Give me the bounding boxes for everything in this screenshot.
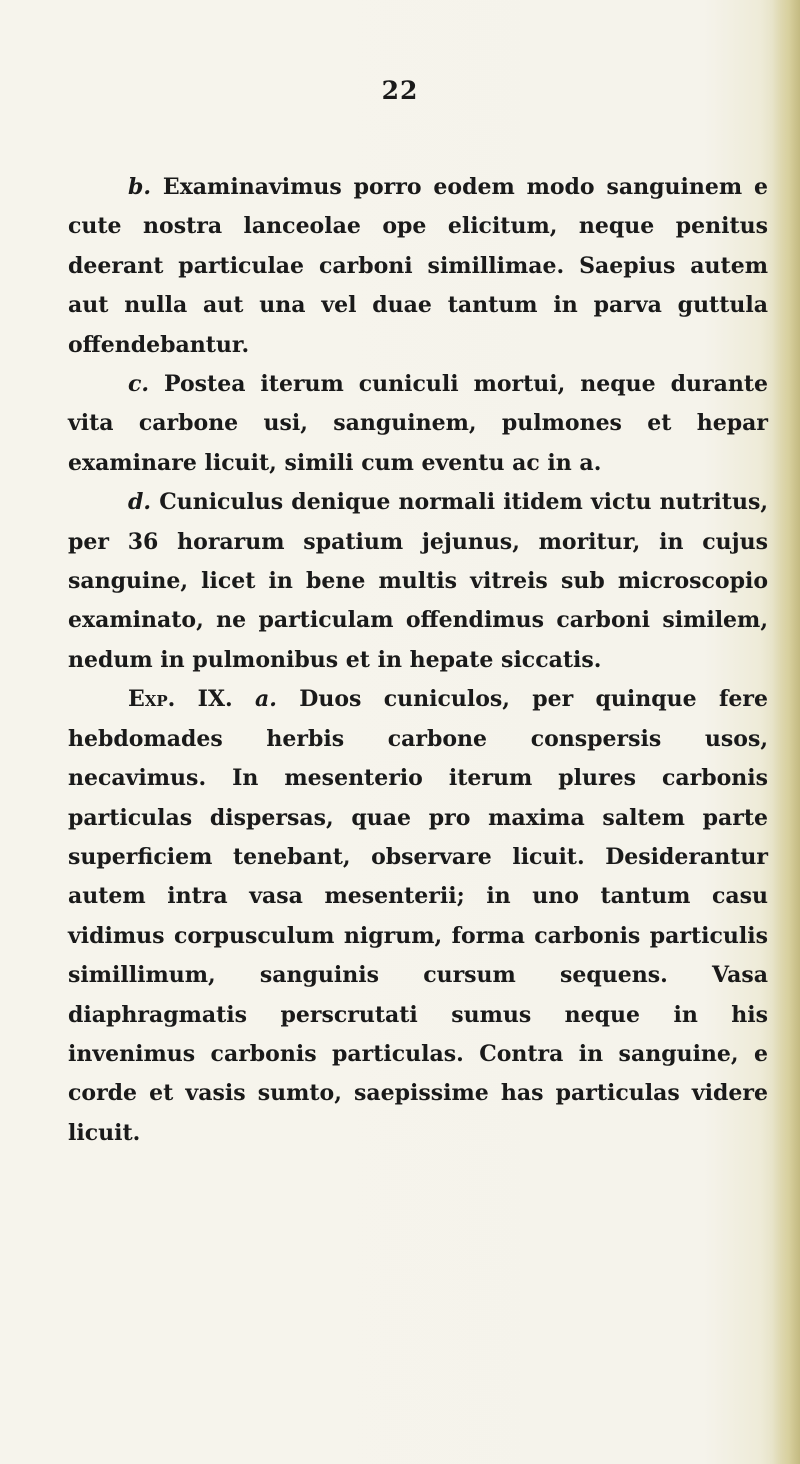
paragraph-c — [68, 365, 768, 483]
paragraph-label: b. — [128, 174, 152, 200]
paragraph-text: Duos cuniculos, per quinque fere hebdomades herbis carbone conspersis usos, necavimus. In mesenterio iterum plures carbonis particulas dispersas, quae pro maxima saltem parte superficiem tenebant, observare licuit. Desiderantur autem intra vasa mesenterii; in uno tantum casu vidimus corpusculum nigrum, forma carbonis particulis simillimum, sanguinis cursum sequens. Vasa diaphragmatis perscrutati sumus neque in his invenimus carbonis particulas. Contra in sanguine, e corde et vasis sumto, saepissime has particulas videre licuit. — [68, 686, 768, 1146]
paragraph-text: Examinavimus porro eodem modo sanguinem e cute nostra lanceolae ope elicitum, neque penitus deerant particulae carboni simillimae. Saepius autem aut nulla aut una vel duae tantum in parva guttula offendebantur. — [68, 174, 768, 358]
body-text — [68, 168, 768, 1153]
paragraph-b — [68, 168, 768, 365]
paragraph-text: Postea iterum cuniculi mortui, neque durante vita carbone usi, sanguinem, pulmones et hepar examinare licuit, simili cum eventu ac in a. — [68, 371, 768, 476]
page-number: 22 — [381, 76, 419, 105]
paragraph-d — [68, 483, 768, 680]
page-edge — [772, 0, 800, 1464]
experiment-heading: Exp. IX. — [128, 686, 233, 713]
paragraph-label: a. — [255, 686, 277, 713]
paragraph-label: d. — [128, 489, 152, 516]
paragraph-exp-ix — [68, 680, 768, 1153]
paragraph-text: Cuniculus denique normali itidem victu nutritus, per 36 horarum spatium jejunus, moritur, in cujus sanguine, licet in bene multis vitreis sub microscopio examinato, ne particulam offendimus carboni similem, nedum in pulmonibus et in hepate siccatis. — [68, 489, 768, 673]
paragraph-label: c. — [128, 371, 150, 398]
